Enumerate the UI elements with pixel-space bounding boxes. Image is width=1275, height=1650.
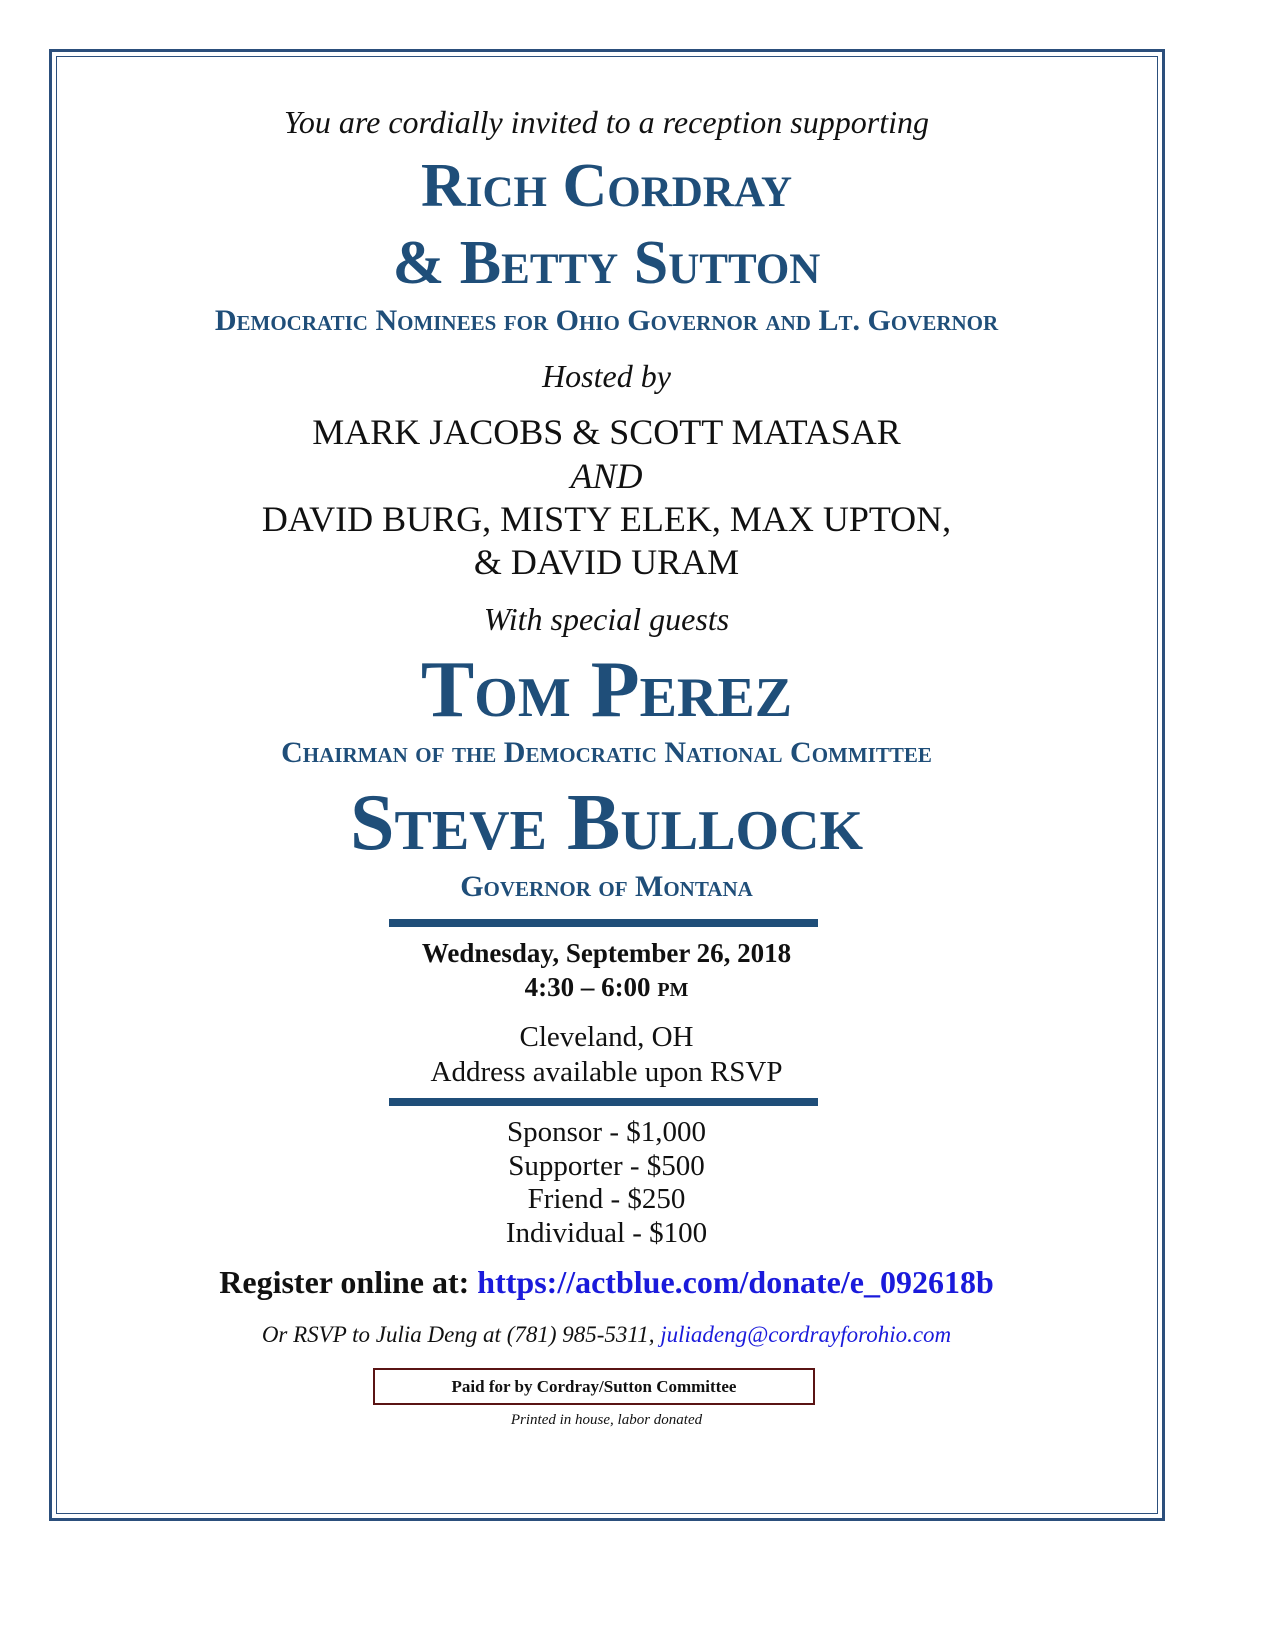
invitation-intro: You are cordially invited to a reception supporting	[284, 104, 929, 140]
hosts-and: AND	[570, 456, 643, 496]
divider-top	[389, 919, 818, 927]
rsvp-email-link[interactable]: juliadeng@cordrayforohio.com	[660, 1322, 952, 1347]
candidates-name-line2: & Betty Sutton	[392, 229, 821, 297]
level-friend: Friend - $250	[527, 1183, 686, 1215]
event-city: Cleveland, OH	[519, 1021, 694, 1053]
guest1-title: Chairman of the Democratic National Committee	[281, 736, 932, 769]
guest2-title: Governor of Montana	[460, 870, 753, 903]
level-sponsor: Sponsor - $1,000	[507, 1116, 706, 1148]
hosted-by-label: Hosted by	[542, 358, 671, 394]
candidates-subtitle: Democratic Nominees for Ohio Governor and Lt. Governor	[214, 304, 999, 337]
event-time-range: 4:30 – 6:00	[524, 972, 651, 1002]
register-line	[0, 1264, 1213, 1301]
rsvp-line	[0, 1322, 1213, 1348]
special-guests-label: With special guests	[483, 601, 730, 637]
register-link[interactable]: https://actblue.com/donate/e_092618b	[477, 1264, 994, 1300]
register-label: Register online at:	[219, 1264, 470, 1300]
event-time-suffix: PM	[657, 979, 689, 1001]
candidates-name-line1: Rich Cordray	[420, 152, 793, 220]
printed-note: Printed in house, labor donated	[510, 1412, 703, 1428]
hosts-line-2: DAVID BURG, MISTY ELEK, MAX UPTON,	[261, 499, 952, 539]
paid-for-box: Paid for by Cordray/Sutton Committee	[373, 1368, 815, 1405]
event-address-note: Address available upon RSVP	[430, 1056, 783, 1088]
divider-bottom	[389, 1098, 818, 1106]
level-individual: Individual - $100	[505, 1217, 708, 1249]
hosts-line-1: MARK JACOBS & SCOTT MATASAR	[312, 412, 901, 452]
hosts-line-3: & DAVID URAM	[473, 542, 740, 582]
event-time	[0, 972, 1213, 1003]
event-date: Wednesday, September 26, 2018	[421, 938, 792, 968]
rsvp-text: Or RSVP to Julia Deng at (781) 985-5311,	[261, 1322, 655, 1347]
guest1-name: Tom Perez	[420, 646, 793, 734]
guest2-name: Steve Bullock	[349, 779, 864, 867]
level-supporter: Supporter - $500	[508, 1150, 705, 1182]
